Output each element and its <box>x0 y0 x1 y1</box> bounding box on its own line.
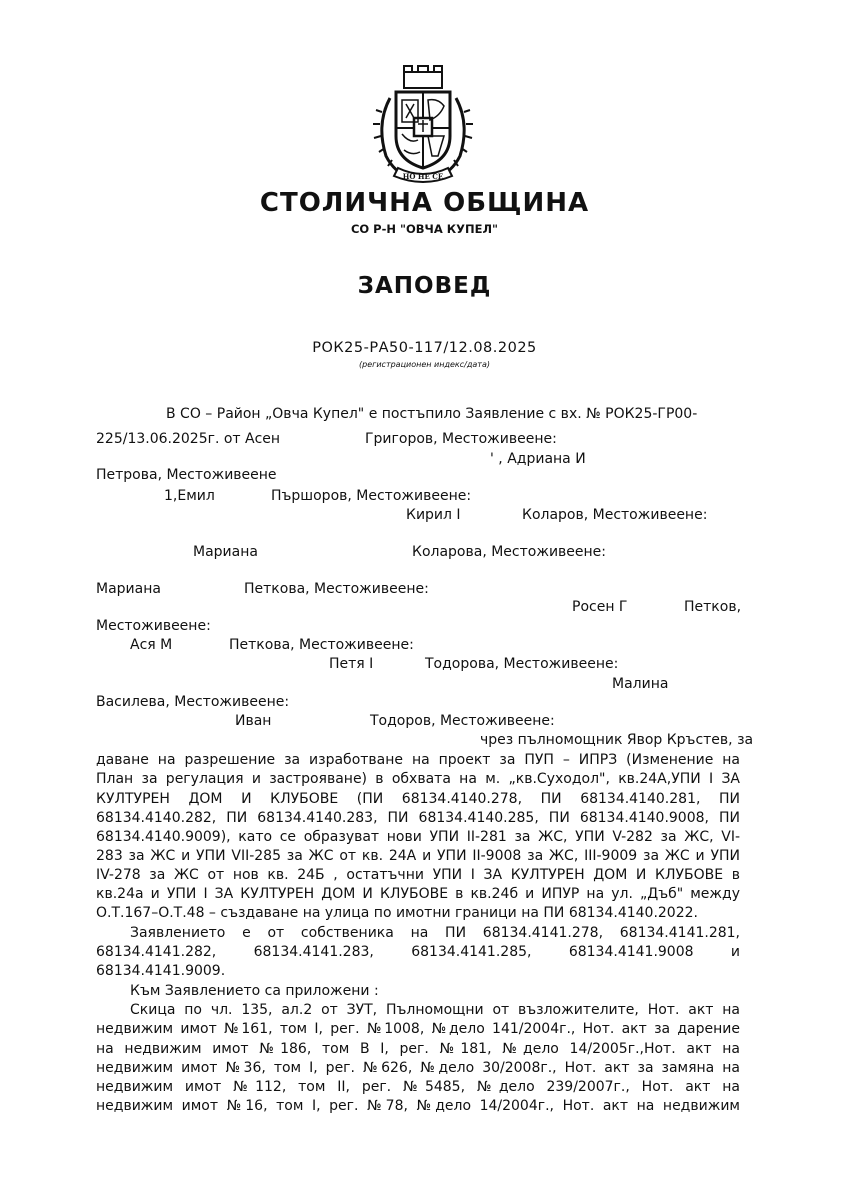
text-line: Мариана <box>193 544 258 560</box>
text-line: Иван <box>235 713 272 729</box>
text-line: Григоров, Местоживеене: <box>365 431 557 447</box>
text-line: 1,Емил <box>164 488 215 504</box>
text-line: Заявлението е от собственика на ПИ 68134.4141.278, 68134.4141.281, <box>130 925 740 941</box>
text-line: 68134.4141.282, 68134.4141.283, 68134.4141.285, 68134.4141.9008 и <box>96 944 740 960</box>
text-line: Тодорова, Местоживеене: <box>425 656 619 672</box>
district-name: СО Р-Н "ОВЧА КУПЕЛ" <box>350 222 499 236</box>
text-line: Местоживеене: <box>96 618 211 634</box>
text-line: 283 за ЖС и УПИ VІІ-285 за ЖС от кв. 24А и УПИ ІІ-9008 за ЖС, ІІІ-9009 за ЖС и УПИ <box>96 848 740 864</box>
text-line: Тодоров, Местоживеене: <box>370 713 555 729</box>
text-line: 225/13.06.2025г. от Асен <box>96 431 281 447</box>
text-line: О.Т.167–О.Т.48 – създаване на улица по имотни граници на ПИ 68134.4140.2022. <box>96 905 698 921</box>
text-line: ' , Адриана И <box>490 451 586 467</box>
text-line: Пършоров, Местоживеене: <box>271 488 472 504</box>
text-line: Петков, <box>684 599 742 615</box>
text-line: Кирил І <box>406 507 461 523</box>
text-line: ІV-278 за ЖС от нов кв. 24Б , остатъчни УПИ І ЗА КУЛТУРЕН ДОМ И КЛУБОВЕ в <box>96 867 740 883</box>
text-line: Скица по чл. 135, ал.2 от ЗУТ, Пълномощни от възложителите, Нот. акт на <box>130 1002 740 1018</box>
text-line: В СО – Район „Овча Купел" е постъпило Заявление с вх. № РОК25-ГР00- <box>166 406 698 422</box>
organization-name: СТОЛИЧНА ОБЩИНА <box>259 188 590 218</box>
sofia-coat-of-arms-icon <box>368 64 478 190</box>
text-line: Петрова, Местоживеене <box>96 467 277 483</box>
text-line: Мариана <box>96 581 161 597</box>
text-line: на недвижим имот №186, том В І, рег. №181, №дело 14/2005г.,Нот. акт на <box>96 1041 740 1057</box>
registration-number: РОК25-РА50-117/12.08.2025 <box>312 340 537 356</box>
text-line: Василева, Местоживеене: <box>96 694 290 710</box>
document-title: ЗАПОВЕД <box>357 273 492 299</box>
text-line: Коларов, Местоживеене: <box>522 507 708 523</box>
text-line: Петя І <box>329 656 374 672</box>
text-line: Ася М <box>130 637 173 653</box>
text-line: чрез пълномощник Явор Кръстев, за <box>480 732 754 748</box>
text-line: кв.24а и УПИ І ЗА КУЛТУРЕН ДОМ И КЛУБОВЕ в кв.24б и ИПУР на ул. „Дъб" между <box>96 886 740 902</box>
text-line: Петкова, Местоживеене: <box>244 581 429 597</box>
text-line: Към Заявлението са приложени : <box>130 983 379 999</box>
text-line: даване на разрешение за изработване на проект за ПУП – ИПРЗ (Изменение на <box>96 752 740 768</box>
crest-motto: НО НЕ СЕ <box>402 172 444 181</box>
text-line: 68134.4140.282, ПИ 68134.4140.283, ПИ 68134.4140.285, ПИ 68134.4140.9008, ПИ <box>96 810 740 826</box>
text-line: Коларова, Местоживеене: <box>412 544 606 560</box>
text-line: недвижим имот №36, том І, рег. №626, №дело 30/2008г., Нот. акт за замяна на <box>96 1060 740 1076</box>
text-line: недвижим имот №161, том І, рег. №1008, №дело 141/2004г., Нот. акт за дарение <box>96 1021 740 1037</box>
registration-note: (регистрационен индекс/дата) <box>359 360 490 369</box>
text-line: недвижим имот №112, том ІІ, рег. №5485, №дело 239/2007г., Нот. акт на <box>96 1079 740 1095</box>
text-line: 68134.4141.9009. <box>96 963 226 979</box>
text-line: Петкова, Местоживеене: <box>229 637 414 653</box>
text-line: План за регулация и застрояване) в обхвата на м. „кв.Суходол", кв.24А,УПИ І ЗА <box>96 771 740 787</box>
text-line: Малина <box>612 676 669 692</box>
text-line: недвижим имот №16, том І, рег. №78, №дело 14/2004г., Нот. акт на недвижим <box>96 1098 740 1114</box>
text-line: Росен Г <box>572 599 628 615</box>
text-line: КУЛТУРЕН ДОМ И КЛУБОВЕ (ПИ 68134.4140.278, ПИ 68134.4140.281, ПИ <box>96 791 740 807</box>
text-line: 68134.4140.9009), като се образуват нови УПИ ІІ-281 за ЖС, УПИ V-282 за ЖС, VІ- <box>96 829 740 845</box>
